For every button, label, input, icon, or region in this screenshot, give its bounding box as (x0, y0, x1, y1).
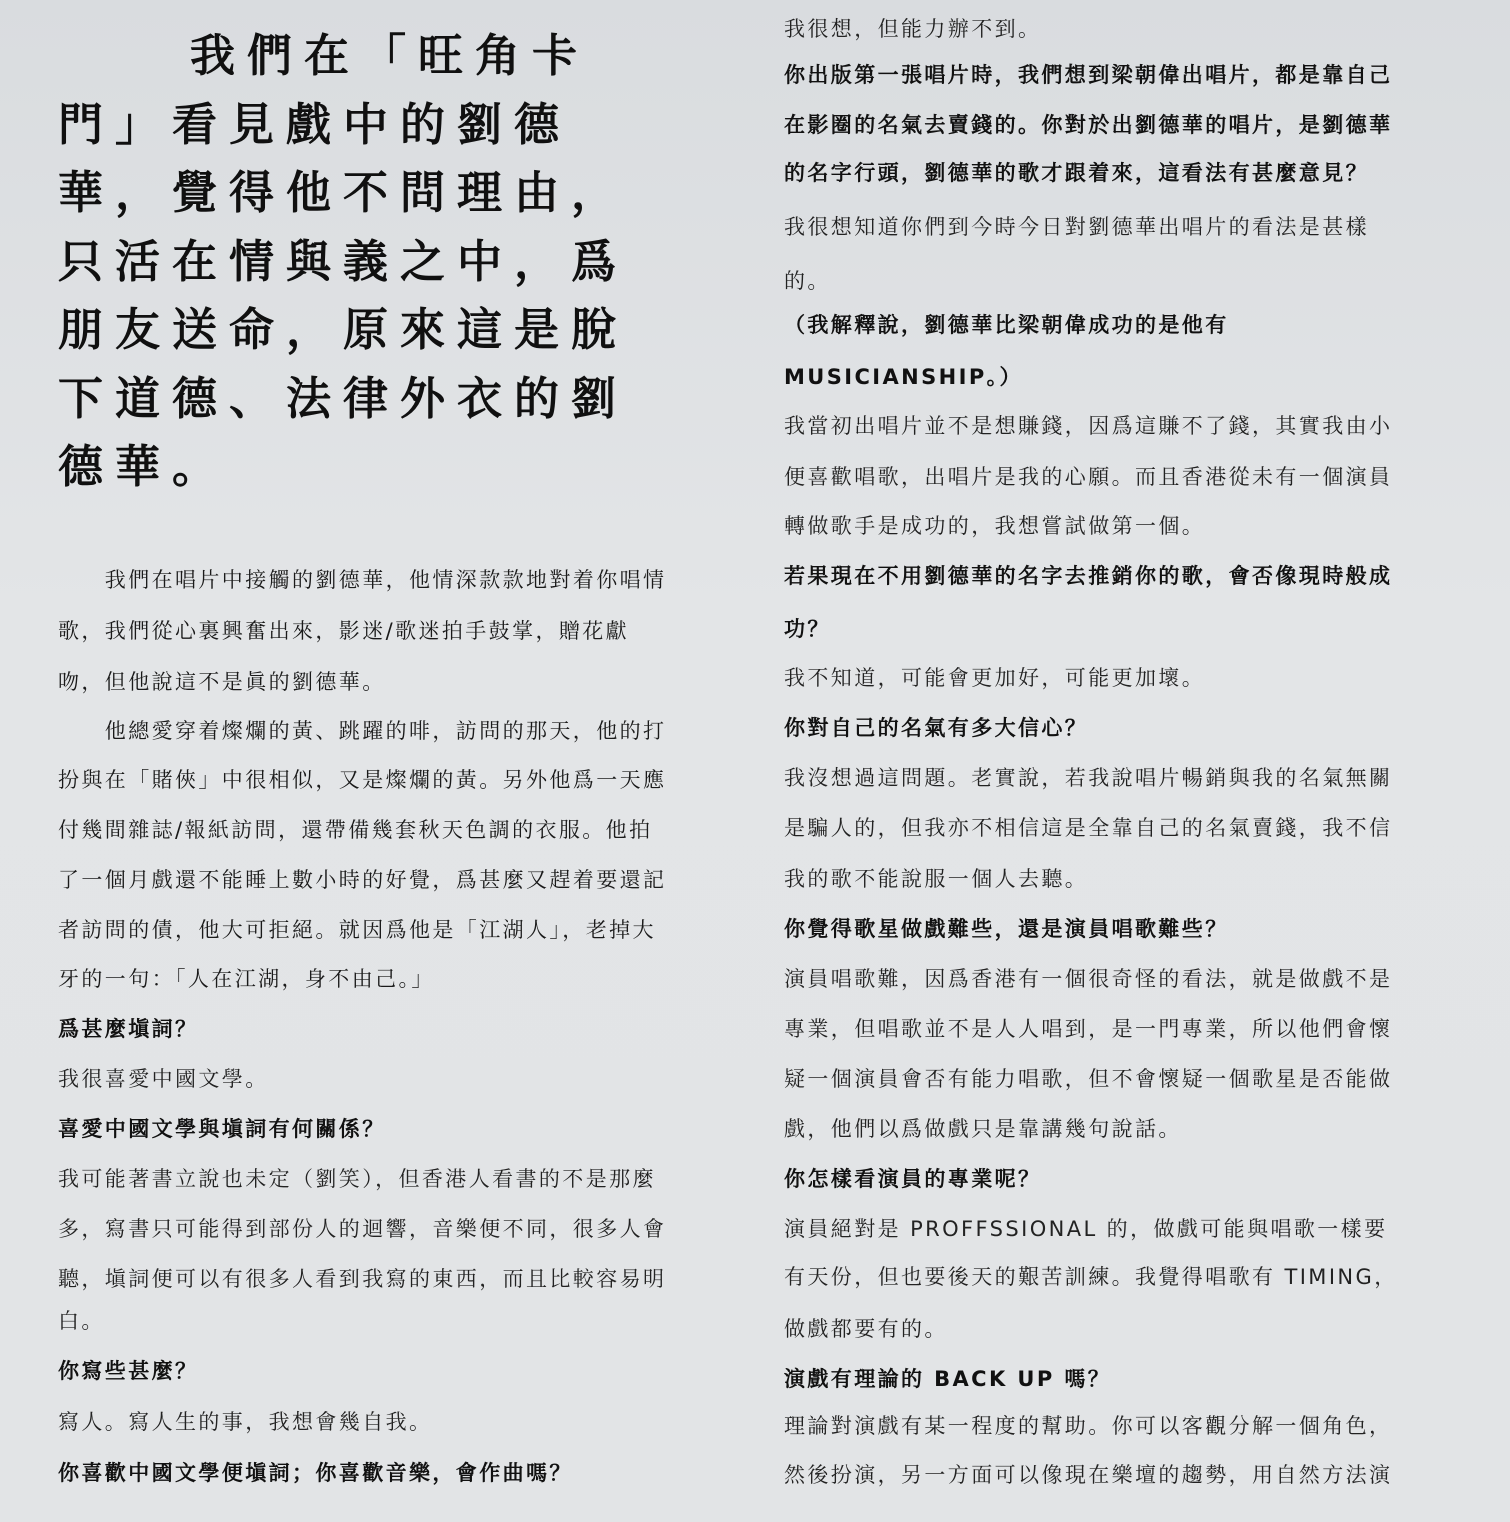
body-text-line: 吻，但他說這不是眞的劉德華。 (58, 670, 386, 694)
pull-quote-line: 華，覺得他不問理由， (58, 166, 629, 219)
pull-quote-line: 只活在情與義之中，爲 (58, 234, 629, 288)
interview-question: 你出版第一張唱片時，我們想到梁朝偉出唱片，都是靠自己 (784, 63, 1393, 87)
interview-answer: 的。 (784, 269, 831, 293)
pull-quote-line: 我們在「旺角卡 (190, 29, 590, 82)
body-text-line: 扮與在「賭俠」中很相似，又是燦爛的黃。另外他爲一天應 (58, 768, 667, 792)
interview-answer: 戲，他們以爲做戲只是靠講幾句說話。 (784, 1117, 1182, 1141)
interview-answer: 我的歌不能說服一個人去聽。 (784, 867, 1089, 891)
pull-quote-line: 朋友送命，原來這是脫 (58, 303, 629, 356)
interview-note: MUSICIANSHIP。） (784, 365, 1023, 389)
interview-answer: 然後扮演，另一方面可以像現在樂壇的趨勢，用自然方法演 (784, 1463, 1393, 1487)
interview-question: 的名字行頭，劉德華的歌才跟着來，這看法有甚麼意見？ (784, 161, 1369, 185)
interview-answer: 轉做歌手是成功的，我想嘗試做第一個。 (784, 514, 1206, 538)
interview-answer: 做戲都要有的。 (784, 1317, 948, 1341)
interview-answer: 是騙人的，但我亦不相信這是全靠自己的名氣賣錢，我不信 (784, 816, 1393, 840)
interview-answer: 疑一個演員會否有能力唱歌，但不會懷疑一個歌星是否能做 (784, 1067, 1393, 1091)
pull-quote (58, 22, 723, 502)
interview-question: 你覺得歌星做戲難些，還是演員唱歌難些？ (784, 917, 1229, 941)
interview-answer: 多，寫書只可能得到部份人的迴響，音樂便不同，很多人會 (58, 1217, 667, 1241)
body-text-line: 歌，我們從心裏興奮出來，影迷/歌迷拍手鼓掌，贈花獻 (58, 619, 630, 643)
interview-question: 喜愛中國文學與塡詞有何關係？ (58, 1117, 386, 1141)
interview-answer: 我很想知道你們到今時今日對劉德華出唱片的看法是甚樣 (784, 215, 1369, 239)
interview-answer: 專業，但唱歌並不是人人唱到，是一門專業，所以他們會懷 (784, 1017, 1393, 1041)
interview-answer: 有天份，但也要後天的艱苦訓練。我覺得唱歌有 TIMING， (784, 1265, 1398, 1289)
interview-question: 若果現在不用劉德華的名字去推銷你的歌，會否像現時般成 (784, 564, 1393, 588)
interview-question: 功？ (784, 617, 831, 641)
interview-question: 在影圈的名氣去賣錢的。你對於出劉德華的唱片，是劉德華 (784, 113, 1393, 137)
interview-answer: 我很喜愛中國文學。 (58, 1067, 269, 1091)
interview-question: 你怎樣看演員的專業呢？ (784, 1167, 1042, 1191)
body-text-line: 付幾間雜誌/報紙訪問，還帶備幾套秋天色調的衣服。他拍 (58, 818, 653, 842)
pull-quote-line: 門」看見戲中的劉德 (58, 97, 572, 151)
interview-answer: 我當初出唱片並不是想賺錢，因爲這賺不了錢，其實我由小 (784, 414, 1393, 438)
body-text-line: 我們在唱片中接觸的劉德華，他情深款款地對着你唱情 (58, 568, 667, 592)
interview-question: 演戲有理論的 BACK UP 嗎？ (784, 1367, 1112, 1391)
interview-answer: 白。 (58, 1309, 105, 1333)
interview-answer: 我沒想過這問題。老實說，若我說唱片暢銷與我的名氣無關 (784, 766, 1393, 790)
interview-answer: 我可能著書立說也未定（劉笑），但香港人看書的不是那麼 (58, 1167, 656, 1191)
body-text-line: 牙的一句：「人在江湖，身不由己。」 (58, 967, 435, 991)
body-text-line: 者訪問的債，他大可拒絕。就因爲他是「江湖人」，老掉大 (58, 918, 656, 942)
pull-quote-line: 下道德、法律外衣的劉 (58, 371, 629, 425)
body-text-line: 了一個月戲還不能睡上數小時的好覺，爲甚麼又趕着要還記 (58, 868, 667, 892)
interview-answer: 聽，塡詞便可以有很多人看到我寫的東西，而且比較容易明 (58, 1267, 667, 1291)
interview-question: 你對自己的名氣有多大信心？ (784, 716, 1089, 740)
interview-answer: 我很想，但能力辦不到。 (784, 17, 1042, 41)
interview-answer: 理論對演戲有某一程度的幫助。你可以客觀分解一個角色， (784, 1414, 1393, 1438)
interview-answer: 寫人。寫人生的事，我想會幾自我。 (58, 1410, 433, 1434)
interview-answer: 演員唱歌難，因爲香港有一個很奇怪的看法，就是做戲不是 (784, 967, 1393, 991)
interview-question: 爲甚麼塡詞？ (58, 1017, 199, 1041)
interview-answer: 便喜歡唱歌，出唱片是我的心願。而且香港從未有一個演員 (784, 465, 1393, 489)
body-text-line: 他總愛穿着燦爛的黃、跳躍的啡，訪問的那天，他的打 (58, 719, 667, 743)
interview-answer: 演員絕對是 PROFFSSIONAL 的，做戲可能與唱歌一樣要 (784, 1217, 1388, 1241)
pull-quote-line: 德華。 (58, 440, 230, 493)
interview-answer: 我不知道，可能會更加好，可能更加壞。 (784, 666, 1206, 690)
interview-question: 你喜歡中國文學便塡詞；你喜歡音樂，會作曲嗎？ (58, 1461, 573, 1485)
interview-question: 你寫些甚麼？ (58, 1359, 199, 1383)
interview-note: （我解釋說，劉德華比梁朝偉成功的是他有 (784, 313, 1229, 337)
